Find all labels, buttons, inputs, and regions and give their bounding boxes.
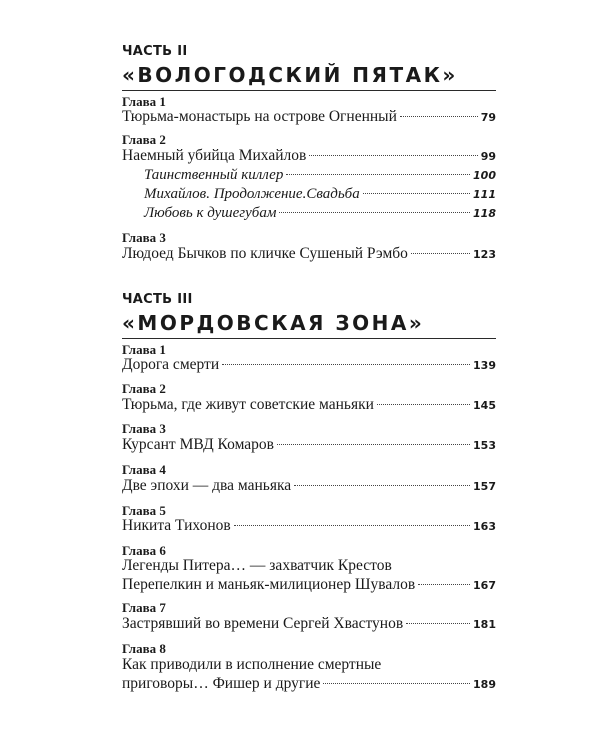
- chapter-label: Глава 2: [122, 132, 166, 147]
- page-number: 189: [473, 678, 496, 691]
- toc-entry[interactable]: [122, 108, 496, 127]
- toc-subentry[interactable]: [144, 185, 496, 204]
- chapter-label: Глава 1: [122, 94, 166, 109]
- dot-leader: [377, 404, 470, 405]
- entry-title: Дорога смерти: [122, 356, 220, 373]
- entry-title: Никита Тихонов: [122, 517, 231, 534]
- page-number: 99: [480, 150, 496, 163]
- page-number: 145: [473, 399, 496, 412]
- entry-title: Две эпохи — два маньяка: [122, 477, 292, 494]
- entry-title: Тюрьма-монастырь на острове Огненный: [122, 108, 397, 125]
- entry-title: Любовь к душегубам: [144, 205, 277, 221]
- entry-title: Тюрьма, где живут советские маньяки: [122, 396, 374, 413]
- page-number: 100: [473, 169, 496, 182]
- chapter-label: Глава 2: [122, 381, 166, 396]
- dot-leader: [222, 364, 470, 365]
- toc-entry[interactable]: [122, 675, 496, 694]
- page-number: 79: [480, 111, 496, 124]
- entry-title: Михайлов. Продолжение.Свадьба: [144, 186, 360, 202]
- dot-leader: [411, 253, 470, 254]
- dot-leader: [363, 193, 470, 194]
- toc-entry[interactable]: [122, 356, 496, 375]
- page-number: 123: [473, 248, 496, 261]
- entry-title: Курсант МВД Комаров: [122, 436, 274, 453]
- toc-entry[interactable]: [122, 477, 496, 496]
- chapter-label: Глава 5: [122, 503, 166, 518]
- dot-leader: [400, 116, 478, 117]
- dot-leader: [309, 155, 477, 156]
- chapter-label: Глава 6: [122, 543, 166, 558]
- dot-leader: [294, 485, 470, 486]
- dot-leader: [279, 212, 470, 213]
- entry-title-line-1: Легенды Питера… — захватчик Крестов: [122, 557, 392, 574]
- page-number: 157: [473, 480, 496, 493]
- part-3-heading: [122, 292, 502, 336]
- chapter-label: Глава 3: [122, 230, 166, 245]
- dot-leader: [323, 683, 470, 684]
- entry-title: Людоед Бычков по кличке Сушеный Рэмбо: [122, 245, 408, 262]
- page-number: 111: [473, 188, 496, 201]
- chapter-label: Глава 1: [122, 342, 166, 357]
- dot-leader: [234, 525, 470, 526]
- toc-entry[interactable]: [122, 245, 496, 264]
- page-number: 139: [473, 359, 496, 372]
- entry-title: Таинственный киллер: [144, 167, 284, 183]
- entry-title-line-1: Как приводили в исполнение смертные: [122, 656, 382, 673]
- part-2-label: ЧАСТЬ II: [122, 44, 188, 59]
- chapter-label: Глава 4: [122, 462, 166, 477]
- entry-title: Наемный убийца Михайлов: [122, 147, 307, 164]
- toc-entry[interactable]: [122, 615, 496, 634]
- part-3-divider: [122, 338, 496, 339]
- toc-subentry[interactable]: [144, 166, 496, 185]
- toc-entry[interactable]: [122, 576, 496, 595]
- toc-entry[interactable]: [122, 436, 496, 455]
- page-number: 167: [473, 579, 496, 592]
- entry-title-line-2: приговоры… Фишер и другие: [122, 675, 321, 692]
- toc-entry[interactable]: [122, 147, 496, 166]
- dot-leader: [406, 623, 470, 624]
- part-3-title: «МОРДОВСКАЯ ЗОНА»: [122, 311, 425, 335]
- chapter-label: Глава 7: [122, 600, 166, 615]
- dot-leader: [277, 444, 470, 445]
- dot-leader: [286, 174, 470, 175]
- part-2-title: «ВОЛОГОДСКИЙ ПЯТАК»: [122, 63, 458, 87]
- toc-subentry[interactable]: [144, 204, 496, 223]
- toc-entry[interactable]: [122, 517, 496, 536]
- toc-entry[interactable]: [122, 396, 496, 415]
- page-number: 118: [473, 207, 496, 220]
- chapter-label: Глава 8: [122, 641, 166, 656]
- part-3-label: ЧАСТЬ III: [122, 292, 193, 307]
- entry-title: Застрявший во времени Сергей Хвастунов: [122, 615, 404, 632]
- entry-title-line-2: Перепелкин и маньяк-милиционер Шувалов: [122, 576, 416, 593]
- page-number: 153: [473, 439, 496, 452]
- part-2-divider: [122, 90, 496, 91]
- page-number: 181: [473, 618, 496, 631]
- chapter-label: Глава 3: [122, 421, 166, 436]
- part-2-heading: [122, 44, 502, 88]
- dot-leader: [418, 584, 470, 585]
- page-number: 163: [473, 520, 496, 533]
